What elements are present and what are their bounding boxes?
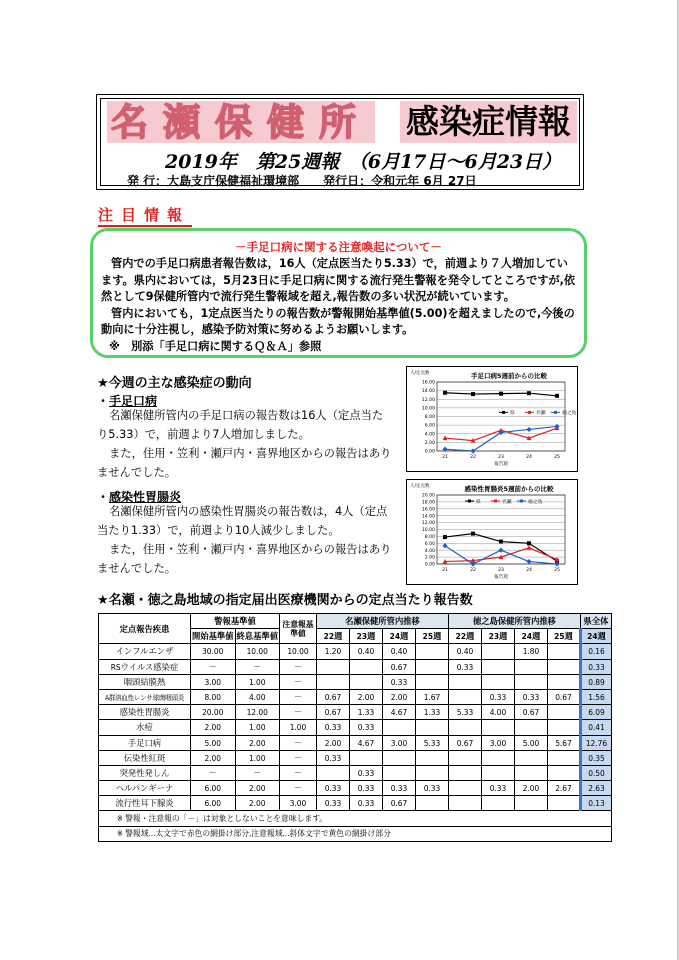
disease-name-cell: A群溶血性レンサ球菌咽頭炎 — [99, 689, 191, 704]
disease-name-cell: 水痘 — [99, 720, 191, 735]
toku-value-cell — [482, 644, 515, 659]
warn-start-cell: － — [191, 659, 236, 674]
naze-value-cell: 3.00 — [383, 735, 416, 750]
office-title: 名瀬保健所 — [107, 101, 375, 143]
chart-legend-marker — [494, 500, 497, 503]
chart-legend-label: 県 — [510, 411, 515, 417]
naze-value-cell: 0.67 — [383, 659, 416, 674]
pref-value-cell: 0.41 — [581, 720, 612, 735]
chart-title: 感染性胃腸炎5週前からの比較 — [464, 485, 554, 493]
caution-cell: － — [280, 705, 317, 720]
th-toku-week: 25週 — [548, 629, 581, 644]
toku-value-cell: 0.40 — [449, 644, 482, 659]
naze-value-cell — [383, 765, 416, 780]
naze-value-cell — [416, 720, 449, 735]
table-row — [99, 750, 612, 765]
gastro-heading: ・感染性胃腸炎 — [97, 490, 182, 504]
toku-value-cell — [449, 674, 482, 689]
hfmd-body — [97, 406, 393, 482]
naze-value-cell — [350, 674, 383, 689]
report-table-body — [99, 644, 612, 841]
warn-end-cell: 10.00 — [235, 644, 280, 659]
hfmd-paragraph-1: 名瀬保健所管内の手足口病の報告数は16人（定点当たり5.33）で，前週より7人増加しました。 — [97, 409, 384, 441]
pref-value-cell: 0.35 — [581, 750, 612, 765]
chart-legend-label: 徳之島 — [528, 499, 543, 505]
th-toku-week: 23週 — [482, 629, 515, 644]
chart-ytick-label: 20.00 — [421, 493, 435, 499]
chart-point — [527, 545, 532, 550]
toku-value-cell — [449, 750, 482, 765]
warn-start-cell: 5.00 — [191, 735, 236, 750]
table-row — [99, 705, 612, 720]
pref-value-cell: 0.16 — [581, 644, 612, 659]
warn-end-cell: － — [235, 659, 280, 674]
disease-name-cell: 手足口病 — [99, 735, 191, 750]
pref-value-cell: 0.33 — [581, 659, 612, 674]
pref-value-cell: 6.09 — [581, 705, 612, 720]
chart-ytick-label: 8.00 — [424, 415, 435, 421]
chart-ytick-label: 16.00 — [421, 507, 435, 513]
naze-value-cell: 0.33 — [383, 674, 416, 689]
toku-value-cell: 3.00 — [482, 735, 515, 750]
toku-value-cell — [449, 781, 482, 796]
chart-ytick-label: 2.00 — [424, 440, 435, 446]
warn-end-cell: 1.00 — [235, 750, 280, 765]
naze-value-cell — [416, 765, 449, 780]
toku-value-cell — [515, 659, 548, 674]
table-row — [99, 765, 612, 780]
toku-value-cell — [515, 796, 548, 811]
chart-point — [526, 559, 531, 564]
chart-ytick-label: 14.00 — [421, 389, 435, 395]
naze-value-cell: 0.67 — [383, 796, 416, 811]
attention-title: －手足口病に関する注意喚起について－ — [235, 240, 442, 254]
warn-start-cell: 2.00 — [191, 750, 236, 765]
bulletin-header — [96, 94, 584, 190]
chart-legend-marker — [554, 411, 557, 414]
naze-value-cell: 2.00 — [350, 689, 383, 704]
chart-legend-marker — [468, 500, 471, 503]
gastro-paragraph-1: 名瀬保健所管内の感染性胃腸炎の報告数は，4人（定点当たり1.33）で，前週より10人減少しました。 — [97, 505, 388, 537]
pref-value-cell: 0.13 — [581, 796, 612, 811]
gastro-body — [97, 502, 393, 578]
toku-value-cell: 0.67 — [515, 705, 548, 720]
caution-cell: － — [280, 735, 317, 750]
gastro-paragraph-2: また，住用・笠利・瀬戸内・喜界地区からの報告はありませんでした。 — [97, 543, 392, 575]
table-row — [99, 674, 612, 689]
toku-value-cell: 0.33 — [482, 689, 515, 704]
chart-point — [499, 392, 503, 396]
naze-value-cell — [350, 659, 383, 674]
naze-value-cell: 0.40 — [350, 644, 383, 659]
caution-cell: 3.00 — [280, 796, 317, 811]
warn-start-cell: 2.00 — [191, 720, 236, 735]
warn-start-cell: 8.00 — [191, 689, 236, 704]
toku-value-cell — [548, 705, 581, 720]
naze-value-cell: 1.33 — [350, 705, 383, 720]
th-naze: 名瀬保健所管内推移 — [317, 614, 449, 629]
pref-value-cell: 0.50 — [581, 765, 612, 780]
disease-name-cell: ヘルパンギーナ — [99, 781, 191, 796]
toku-value-cell — [548, 674, 581, 689]
naze-value-cell: 5.33 — [416, 735, 449, 750]
hfmd-paragraph-2: また，住用・笠利・瀬戸内・喜界地区からの報告はありませんでした。 — [97, 447, 392, 479]
naze-value-cell — [317, 659, 350, 674]
toku-value-cell — [515, 750, 548, 765]
naze-value-cell — [317, 674, 350, 689]
toku-value-cell: 4.00 — [482, 705, 515, 720]
th-naze-week: 22週 — [317, 629, 350, 644]
chart-legend-label: 県 — [476, 499, 481, 505]
toku-value-cell — [482, 674, 515, 689]
chart-xlabel: 報告週 — [494, 462, 508, 467]
naze-value-cell: 4.67 — [350, 735, 383, 750]
th-warning: 警報基準値 — [191, 614, 280, 629]
disease-name-cell: 伝染性紅斑 — [99, 750, 191, 765]
chart-ytick-label: 8.00 — [424, 535, 435, 540]
pref-value-cell: 2.63 — [581, 781, 612, 796]
toku-value-cell — [482, 720, 515, 735]
chart-xtick-label: 21 — [442, 455, 448, 460]
disease-name-cell: RSウイルス感染症 — [99, 659, 191, 674]
disease-name-cell: 流行性耳下腺炎 — [99, 796, 191, 811]
report-title: ★名瀬・徳之島地域の指定届出医療機関からの定点当たり報告数 — [97, 593, 473, 608]
chart-xtick-label: 24 — [526, 455, 532, 460]
chart-ytick-label: 0.00 — [424, 449, 435, 455]
th-caution: 注意報基準値 — [280, 614, 317, 644]
th-warn-end: 終息基準値 — [235, 629, 280, 644]
th-pref: 県全体 — [581, 614, 612, 629]
naze-value-cell — [416, 796, 449, 811]
table-row — [99, 781, 612, 796]
chart-point — [527, 541, 531, 545]
table-row — [99, 689, 612, 704]
chart-xtick-label: 23 — [498, 568, 504, 573]
naze-value-cell — [383, 750, 416, 765]
pref-value-cell: 0.89 — [581, 674, 612, 689]
th-toku-week: 24週 — [515, 629, 548, 644]
caution-cell: － — [280, 659, 317, 674]
caution-cell: － — [280, 750, 317, 765]
naze-value-cell: 0.33 — [350, 781, 383, 796]
warn-end-cell: 2.00 — [235, 796, 280, 811]
table-note-row — [99, 826, 612, 841]
toku-value-cell: 0.67 — [449, 735, 482, 750]
attention-text — [101, 256, 579, 356]
naze-value-cell: 0.33 — [383, 781, 416, 796]
warn-start-cell: 30.00 — [191, 644, 236, 659]
chart-legend-marker — [502, 411, 505, 414]
disease-name-cell: 突発性発しん — [99, 765, 191, 780]
chart-legend-label: 徳之島 — [562, 411, 577, 417]
th-naze-week: 24週 — [383, 629, 416, 644]
chart-point — [443, 535, 447, 539]
chart-ytick-label: 16.00 — [421, 380, 435, 386]
chart-point — [526, 427, 531, 432]
toku-value-cell: 2.67 — [548, 781, 581, 796]
caution-cell: － — [280, 674, 317, 689]
chart-point — [498, 548, 503, 553]
th-naze-week: 23週 — [350, 629, 383, 644]
toku-value-cell — [548, 765, 581, 780]
chart-xtick-label: 25 — [554, 568, 560, 573]
warn-start-cell: 6.00 — [191, 796, 236, 811]
table-note-row — [99, 811, 612, 826]
warn-end-cell: － — [235, 765, 280, 780]
naze-value-cell — [317, 765, 350, 780]
naze-value-cell: 0.67 — [317, 705, 350, 720]
naze-value-cell: 0.33 — [317, 781, 350, 796]
issuer-line: 発 行：大島支庁保健福祉環境部 発行日：令和元年 6月 27日 — [127, 174, 477, 188]
chart-legend-marker — [520, 500, 523, 503]
chart-ylabel: 人/定点数 — [410, 371, 430, 376]
th-toku-week: 22週 — [449, 629, 482, 644]
naze-value-cell: 2.00 — [317, 735, 350, 750]
naze-value-cell — [416, 674, 449, 689]
warn-end-cell: 12.00 — [235, 705, 280, 720]
attention-box — [90, 228, 587, 358]
th-toku: 徳之島保健所管内推移 — [449, 614, 581, 629]
toku-value-cell: 0.33 — [449, 659, 482, 674]
chart-point — [555, 394, 559, 398]
toku-value-cell — [482, 659, 515, 674]
toku-value-cell — [449, 765, 482, 780]
naze-value-cell: 0.33 — [317, 750, 350, 765]
toku-value-cell: 0.67 — [548, 689, 581, 704]
th-pref-week: 24週 — [581, 629, 612, 644]
chart-ytick-label: 10.00 — [421, 528, 435, 534]
naze-value-cell: 0.33 — [416, 781, 449, 796]
toku-value-cell — [548, 750, 581, 765]
table-note: ※ 警報・注意報の「－」は対象としないことを意味します。 — [99, 811, 612, 826]
warn-start-cell: 6.00 — [191, 781, 236, 796]
table-note: ※ 警報域…太文字で赤色の網掛け部分,注意報域…斜体文字で黄色の網掛け部分 — [99, 826, 612, 841]
chart-xtick-label: 22 — [470, 455, 476, 460]
warn-start-cell: 20.00 — [191, 705, 236, 720]
chart-ytick-label: 10.00 — [421, 406, 435, 412]
disease-name-cell: 咽頭結膜熱 — [99, 674, 191, 689]
naze-value-cell: 4.67 — [383, 705, 416, 720]
toku-value-cell — [449, 796, 482, 811]
chart-legend-label: 名瀬 — [536, 411, 546, 417]
toku-value-cell — [515, 765, 548, 780]
toku-value-cell — [515, 720, 548, 735]
caution-cell: 10.00 — [280, 644, 317, 659]
chart-ytick-label: 2.00 — [424, 555, 435, 561]
naze-value-cell: 0.67 — [317, 689, 350, 704]
caution-cell: － — [280, 689, 317, 704]
naze-value-cell — [416, 644, 449, 659]
naze-value-cell — [350, 750, 383, 765]
toku-value-cell: 0.33 — [482, 781, 515, 796]
chart-point — [443, 391, 447, 395]
chart-ytick-label: 6.00 — [424, 423, 435, 429]
naze-value-cell: 0.33 — [350, 765, 383, 780]
chart-ytick-label: 4.00 — [424, 548, 435, 554]
disease-name-cell: インフルエンザ — [99, 644, 191, 659]
th-warn-start: 開始基準値 — [191, 629, 236, 644]
chart-ytick-label: 12.00 — [421, 521, 435, 527]
attention-paragraph-1: 管内での手足口病患者報告数は，16人（定点医当たり5.33）で，前週より７人増加しています。県内においては，5月23日に手足口病に関する流行発生警報を発令してところですが,依然として9保健所管内で流行発生警報域を超え,報告数の多い状況が続いています。 — [101, 257, 576, 304]
warn-end-cell: 2.00 — [235, 735, 280, 750]
chart-xtick-label: 22 — [470, 568, 476, 573]
naze-value-cell: 0.33 — [350, 720, 383, 735]
chart-point — [471, 532, 475, 536]
gastro-chart — [406, 479, 578, 585]
toku-value-cell — [482, 796, 515, 811]
pref-value-cell: 1.56 — [581, 689, 612, 704]
chart-point — [471, 392, 475, 396]
toku-value-cell: 5.00 — [515, 735, 548, 750]
chart-ytick-label: 14.00 — [421, 514, 435, 520]
toku-value-cell — [548, 720, 581, 735]
gastro-heading-label: 感染性胃腸炎 — [109, 490, 182, 504]
table-row — [99, 644, 612, 659]
toku-value-cell — [548, 796, 581, 811]
warn-end-cell: 4.00 — [235, 689, 280, 704]
table-row — [99, 659, 612, 674]
chart-xtick-label: 25 — [554, 455, 560, 460]
naze-value-cell: 2.00 — [383, 689, 416, 704]
naze-value-cell: 1.20 — [317, 644, 350, 659]
attention-heading: 注目情報 — [98, 204, 192, 227]
toku-value-cell: 5.33 — [449, 705, 482, 720]
chart-title: 手足口病5週前からの比較 — [470, 372, 548, 380]
chart-xlabel: 報告週 — [494, 575, 508, 580]
toku-value-cell — [548, 644, 581, 659]
toku-value-cell: 0.33 — [515, 689, 548, 704]
chart-xtick-label: 21 — [442, 568, 448, 573]
week-title: 2019年 第25週報 （6月17日～6月23日） — [165, 151, 562, 173]
chart-ylabel: 人/定点数 — [410, 484, 430, 489]
naze-value-cell: 0.33 — [317, 796, 350, 811]
warn-start-cell: 3.00 — [191, 674, 236, 689]
warn-end-cell: 1.00 — [235, 674, 280, 689]
disease-name-cell: 感染性胃腸炎 — [99, 705, 191, 720]
warn-end-cell: 2.00 — [235, 781, 280, 796]
chart-ytick-label: 0.00 — [424, 562, 435, 568]
table-row — [99, 796, 612, 811]
bulletin-header-inner — [100, 98, 580, 186]
chart-legend-label: 名瀬 — [502, 499, 512, 505]
chart-ytick-label: 12.00 — [421, 397, 435, 403]
chart-point — [499, 540, 503, 544]
toku-value-cell: 2.00 — [515, 781, 548, 796]
chart-xtick-label: 23 — [498, 455, 504, 460]
chart-xtick-label: 24 — [526, 568, 532, 573]
toku-value-cell — [449, 720, 482, 735]
naze-value-cell — [416, 659, 449, 674]
toku-value-cell: 5.67 — [548, 735, 581, 750]
toku-value-cell — [449, 689, 482, 704]
attention-note: ※ 別添「手足口病に関するＱ＆Ａ」参照 — [109, 339, 322, 353]
toku-value-cell — [548, 659, 581, 674]
chart-svg — [407, 367, 579, 473]
hfmd-heading: ・手足口病 — [97, 394, 158, 408]
pref-value-cell: 12.76 — [581, 735, 612, 750]
table-row — [99, 735, 612, 750]
naze-value-cell — [383, 720, 416, 735]
table-row — [99, 720, 612, 735]
attention-paragraph-2: 管内においても，1定点医当たりの報告数が警報開始基準値(5.00)を超えましたので,今後の動向に十分注視し，感染予防対策に努めるようお願いします。 — [101, 306, 575, 337]
naze-value-cell: 1.67 — [416, 689, 449, 704]
caution-cell: 1.00 — [280, 720, 317, 735]
th-naze-week: 25週 — [416, 629, 449, 644]
caution-cell: － — [280, 765, 317, 780]
toku-value-cell — [515, 674, 548, 689]
chart-ytick-label: 4.00 — [424, 432, 435, 438]
naze-value-cell: 0.40 — [383, 644, 416, 659]
chart-legend-marker — [528, 411, 531, 414]
toku-value-cell — [482, 750, 515, 765]
bulletin-title: 感染症情報 — [400, 101, 577, 143]
hfmd-chart — [406, 366, 578, 472]
chart-ytick-label: 6.00 — [424, 541, 435, 547]
caution-cell: － — [280, 781, 317, 796]
th-disease: 定点報告疾患 — [99, 614, 191, 644]
naze-value-cell — [416, 750, 449, 765]
toku-value-cell: 1.80 — [515, 644, 548, 659]
weekly-trend-title: ★今週の主な感染症の動向 — [97, 376, 252, 391]
warn-end-cell: 1.00 — [235, 720, 280, 735]
warn-start-cell: － — [191, 765, 236, 780]
toku-value-cell — [482, 765, 515, 780]
hfmd-heading-label: 手足口病 — [109, 394, 158, 408]
chart-ytick-label: 18.00 — [421, 500, 435, 506]
naze-value-cell: 0.33 — [317, 720, 350, 735]
chart-svg — [407, 480, 579, 586]
chart-point — [527, 391, 531, 395]
naze-value-cell: 1.33 — [416, 705, 449, 720]
naze-value-cell: 0.33 — [350, 796, 383, 811]
report-table — [98, 613, 612, 842]
title-row — [101, 101, 579, 143]
